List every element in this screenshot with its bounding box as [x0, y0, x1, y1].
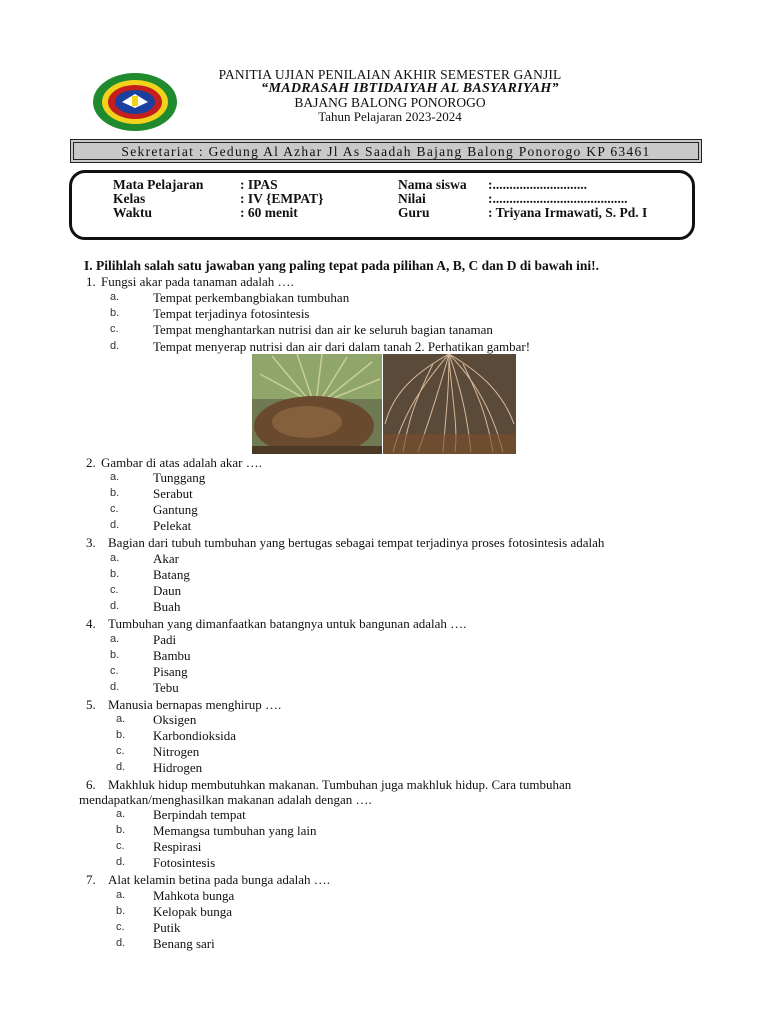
- q1-option-d: Tempat menyerap nutrisi dan air dari dalam tanah 2. Perhatikan gambar!: [153, 339, 531, 354]
- q4-option-c: Pisang: [153, 664, 188, 679]
- q5-option-d: Hidrogen: [153, 760, 203, 775]
- q4-option-a: Padi: [153, 632, 177, 647]
- option-letter: b.: [110, 487, 120, 499]
- q5-option-c: Nitrogen: [153, 744, 200, 759]
- option-letter: a.: [110, 552, 120, 564]
- section-instruction: I. Pilihlah salah satu jawaban yang paling tepat pada pilihan A, B, C dan D di bawah ini!.: [84, 258, 600, 273]
- question-4-text: Tumbuhan yang dimanfaatkan batangnya untuk bangunan adalah ….: [108, 616, 467, 631]
- option-letter: d.: [110, 600, 120, 612]
- option-letter: a.: [116, 889, 126, 901]
- question-6-text-cont: mendapatkan/menghasilkan makanan adalah dengan ….: [79, 792, 372, 807]
- option-letter: c.: [110, 323, 119, 335]
- q3-option-a: Akar: [153, 551, 179, 566]
- question-number: 3.: [86, 535, 96, 550]
- option-letter: c.: [116, 745, 125, 757]
- madrasah-logo: [92, 72, 178, 132]
- teacher-label: Guru: [398, 205, 430, 220]
- q6-option-a: Berpindah tempat: [153, 807, 246, 822]
- q3-option-c: Daun: [153, 583, 182, 598]
- option-letter: b.: [110, 307, 120, 319]
- q6-option-d: Fotosintesis: [153, 855, 216, 870]
- secretariat-text: Sekretariat : Gedung Al Azhar Jl As Saadah Bajang Balong Ponorogo KP 63461: [121, 144, 651, 159]
- q3-option-d: Buah: [153, 599, 181, 614]
- q1-option-c: Tempat menghantarkan nutrisi dan air ke seluruh bagian tanaman: [153, 322, 493, 337]
- subject-value: : IPAS: [240, 177, 278, 192]
- option-letter: d.: [116, 937, 126, 949]
- question-3-text: Bagian dari tubuh tumbuhan yang bertugas sebagai tempat terjadinya proses fotosintesis adalah: [108, 535, 605, 550]
- q2-option-c: Gantung: [153, 502, 198, 517]
- option-letter: b.: [116, 729, 126, 741]
- q6-option-c: Respirasi: [153, 839, 202, 854]
- option-letter: b.: [116, 824, 126, 836]
- header-school-name: “MADRASAH IBTIDAIYAH AL BASYARIYAH”: [261, 81, 559, 96]
- question-1-text: Fungsi akar pada tanaman adalah ….: [101, 274, 294, 289]
- q5-option-a: Oksigen: [153, 712, 197, 727]
- fibrous-root-photo-right: [383, 354, 516, 454]
- q7-option-c: Putik: [153, 920, 181, 935]
- q1-option-a: Tempat perkembangbiakan tumbuhan: [153, 290, 350, 305]
- time-label: Waktu: [113, 205, 153, 220]
- option-letter: b.: [116, 905, 126, 917]
- student-name-label: Nama siswa: [398, 177, 467, 192]
- question-number: 7.: [86, 872, 96, 887]
- question-7-text: Alat kelamin betina pada bunga adalah ….: [108, 872, 331, 887]
- subject-label: Mata Pelajaran: [113, 177, 204, 192]
- time-value: : 60 menit: [240, 205, 298, 220]
- option-letter: a.: [116, 808, 126, 820]
- q4-option-d: Tebu: [153, 680, 179, 695]
- question-number: 1.: [86, 274, 96, 289]
- option-letter: d.: [116, 856, 126, 868]
- q5-option-b: Karbondioksida: [153, 728, 237, 743]
- q2-option-d: Pelekat: [153, 518, 192, 533]
- class-value: : IV {EMPAT}: [240, 191, 324, 206]
- option-letter: c.: [110, 503, 119, 515]
- student-name-field: :............................: [488, 177, 587, 192]
- option-letter: d.: [110, 519, 120, 531]
- q3-option-b: Batang: [153, 567, 190, 582]
- question-number: 6.: [86, 777, 96, 792]
- secretariat-bar: [70, 139, 702, 163]
- option-letter: c.: [116, 840, 125, 852]
- header-committee: PANITIA UJIAN PENILAIAN AKHIR SEMESTER GANJIL: [218, 67, 562, 82]
- teacher-value: : Triyana Irmawati, S. Pd. I: [488, 205, 648, 220]
- question-6-text: Makhluk hidup membutuhkan makanan. Tumbuhan juga makhluk hidup. Cara tumbuhan: [108, 777, 572, 792]
- option-letter: c.: [116, 921, 125, 933]
- option-letter: a.: [116, 713, 126, 725]
- question-5-text: Manusia bernapas menghirup ….: [108, 697, 282, 712]
- option-letter: c.: [110, 665, 119, 677]
- q2-option-b: Serabut: [153, 486, 193, 501]
- option-letter: a.: [110, 291, 120, 303]
- option-letter: d.: [116, 761, 126, 773]
- option-letter: a.: [110, 633, 120, 645]
- option-letter: c.: [110, 584, 119, 596]
- option-letter: b.: [110, 649, 120, 661]
- score-field: :........................................: [488, 191, 628, 206]
- option-letter: b.: [110, 568, 120, 580]
- fibrous-root-photo-left: [252, 354, 382, 454]
- header-school-year: Tahun Pelajaran 2023-2024: [318, 109, 462, 124]
- q6-option-b: Memangsa tumbuhan yang lain: [153, 823, 317, 838]
- q2-option-a: Tunggang: [153, 470, 206, 485]
- q1-option-b: Tempat terjadinya fotosintesis: [153, 306, 310, 321]
- question-number: 4.: [86, 616, 96, 631]
- score-label: Nilai: [398, 191, 426, 206]
- q4-option-b: Bambu: [153, 648, 191, 663]
- q7-option-a: Mahkota bunga: [153, 888, 235, 903]
- question-2-text: Gambar di atas adalah akar ….: [101, 455, 262, 470]
- header-location: BAJANG BALONG PONOROGO: [294, 95, 486, 110]
- question-number: 2.: [86, 455, 96, 470]
- option-letter: a.: [110, 471, 120, 483]
- option-letter: d.: [110, 681, 120, 693]
- class-label: Kelas: [113, 191, 146, 206]
- q7-option-b: Kelopak bunga: [153, 904, 233, 919]
- option-letter: d.: [110, 340, 120, 352]
- q7-option-d: Benang sari: [153, 936, 215, 951]
- question-number: 5.: [86, 697, 96, 712]
